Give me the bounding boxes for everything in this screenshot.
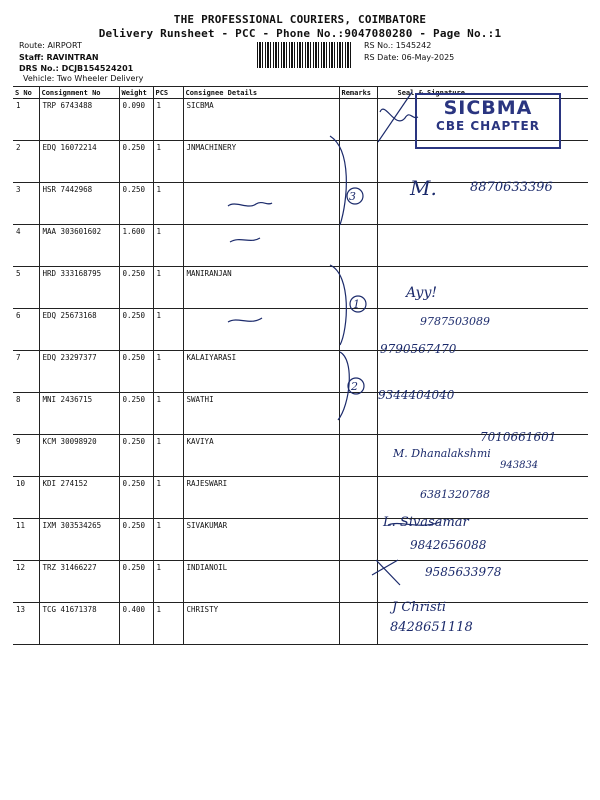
route-label: Route: AIRPORT (19, 41, 82, 50)
cell-pcs: 1 (153, 603, 183, 645)
cell-consignment: IXM 303534265 (39, 519, 119, 561)
rs-date: RS Date: 06-May-2025 (364, 53, 455, 62)
row3-phone: 8870633396 (470, 180, 553, 195)
cell-consignment: HSR 7442968 (39, 183, 119, 225)
row8-phone: 9344404040 (378, 388, 455, 402)
cell-pcs: 1 (153, 435, 183, 477)
cell-weight: 0.250 (119, 141, 153, 183)
cell-consignment: TCG 41671378 (39, 603, 119, 645)
cell-pcs: 1 (153, 309, 183, 351)
cell-pcs: 1 (153, 99, 183, 141)
cell-weight: 0.250 (119, 519, 153, 561)
row12-phone: 9585633978 (425, 565, 502, 579)
cell-consignee: RAJESWARI (183, 477, 339, 519)
cell-weight: 0.250 (119, 183, 153, 225)
row12-cross-stroke (372, 560, 400, 585)
cell-weight: 0.400 (119, 603, 153, 645)
cell-consignee: SIVAKUMAR (183, 519, 339, 561)
row13-phone: 8428651118 (390, 620, 473, 635)
cell-sno: 9 (13, 435, 39, 477)
row6-phone: 9787503089 (420, 315, 490, 328)
vehicle-label: Vehicle: Two Wheeler Delivery (23, 74, 144, 83)
row11-underline (388, 522, 440, 525)
cell-pcs: 1 (153, 477, 183, 519)
cell-consignee: CHRISTY (183, 603, 339, 645)
cell-pcs: 1 (153, 561, 183, 603)
cell-weight: 0.250 (119, 477, 153, 519)
row10-phone: 6381320788 (420, 488, 490, 501)
row6-dash-stroke (228, 318, 262, 322)
cell-pcs: 1 (153, 267, 183, 309)
stamp-slash (378, 92, 412, 142)
cell-weight: 0.250 (119, 351, 153, 393)
cell-sno: 11 (13, 519, 39, 561)
staff-label: Staff: RAVINTRAN (19, 53, 99, 62)
row3-dash-stroke (228, 203, 272, 206)
cell-pcs: 1 (153, 225, 183, 267)
cell-sno: 5 (13, 267, 39, 309)
cell-consignee: KALAIYARASI (183, 351, 339, 393)
drs-number: DRS No.: DCJB154524201 (19, 64, 134, 73)
cell-weight: 0.250 (119, 267, 153, 309)
rs-number: RS No.: 1545242 (364, 41, 432, 50)
cell-consignment: KDI 274152 (39, 477, 119, 519)
remark-bracket-2 (330, 265, 346, 345)
remark-circle-1 (350, 296, 366, 312)
col-remarks: Remarks (339, 87, 377, 99)
col-sno: S No (13, 87, 39, 99)
remark-bracket-1 (330, 136, 346, 225)
cell-pcs: 1 (153, 183, 183, 225)
cell-weight: 0.250 (119, 561, 153, 603)
remark-mark-3: 3 (349, 190, 356, 203)
cell-consignment: HRD 333168795 (39, 267, 119, 309)
cell-consignment: EDQ 23297377 (39, 351, 119, 393)
cell-weight: 0.250 (119, 309, 153, 351)
cell-consignee: INDIANOIL (183, 561, 339, 603)
runsheet-subtitle: Delivery Runsheet - PCC - Phone No.:9047080280 - Page No.:1 (98, 27, 502, 40)
row6-signature: Ayy! (406, 285, 437, 301)
cell-consignee: MANIRANJAN (183, 267, 339, 309)
row3-signature: M. (410, 176, 437, 200)
col-seal-signature: Seal & Signature (377, 87, 588, 99)
cell-sno: 12 (13, 561, 39, 603)
col-pcs: PCS (153, 87, 183, 99)
row9-signature: M. Dhanalakshmi (393, 447, 491, 460)
cell-sno: 1 (13, 99, 39, 141)
cell-weight: 0.250 (119, 435, 153, 477)
cell-consignment: KCM 30098920 (39, 435, 119, 477)
cell-sno: 6 (13, 309, 39, 351)
cell-weight: 0.250 (119, 393, 153, 435)
cell-sno: 13 (13, 603, 39, 645)
remark-circle-2 (348, 378, 364, 394)
remark-circle-3 (347, 188, 363, 204)
row7-phone: 9790567470 (380, 342, 457, 356)
row11-signature: L. Sivasamar (383, 515, 469, 530)
cell-consignment: EDQ 16072214 (39, 141, 119, 183)
row11-phone: 9842656088 (410, 538, 487, 552)
row9-phone2: 943834 (500, 460, 539, 471)
cell-consignment: MNI 2436715 (39, 393, 119, 435)
row4-dash-stroke (230, 238, 260, 242)
stamp-line1: SICBMA (443, 97, 533, 119)
cell-sno: 4 (13, 225, 39, 267)
cell-weight: 0.090 (119, 99, 153, 141)
cell-consignee: JNMACHINERY (183, 141, 339, 183)
row13-signature: J Christi (392, 600, 447, 615)
cell-pcs: 1 (153, 141, 183, 183)
cell-pcs: 1 (153, 393, 183, 435)
cell-sno: 3 (13, 183, 39, 225)
cell-sno: 8 (13, 393, 39, 435)
cell-consignment: MAA 303601602 (39, 225, 119, 267)
cell-sno: 10 (13, 477, 39, 519)
cell-consignment: EDQ 25673168 (39, 309, 119, 351)
row9-phone: 7010661601 (480, 430, 557, 444)
remark-mark-2: 2 (351, 380, 358, 393)
cell-pcs: 1 (153, 351, 183, 393)
cell-consignee: SICBMA (183, 99, 339, 141)
cell-pcs: 1 (153, 519, 183, 561)
stamp-line2: CBE CHAPTER (436, 119, 540, 133)
col-weight: Weight (119, 87, 153, 99)
cell-consignment: TRZ 31466227 (39, 561, 119, 603)
col-consignee: Consignee Details (183, 87, 339, 99)
col-consignment: Consignment No (39, 87, 119, 99)
cell-consignee: SWATHI (183, 393, 339, 435)
cell-weight: 1.600 (119, 225, 153, 267)
cell-sno: 7 (13, 351, 39, 393)
cell-sno: 2 (13, 141, 39, 183)
company-title: THE PROFESSIONAL COURIERS, COIMBATORE (173, 13, 427, 26)
cell-consignment: TRP 6743488 (39, 99, 119, 141)
remark-mark-1: 1 (353, 298, 360, 311)
cell-consignee: KAVIYA (183, 435, 339, 477)
